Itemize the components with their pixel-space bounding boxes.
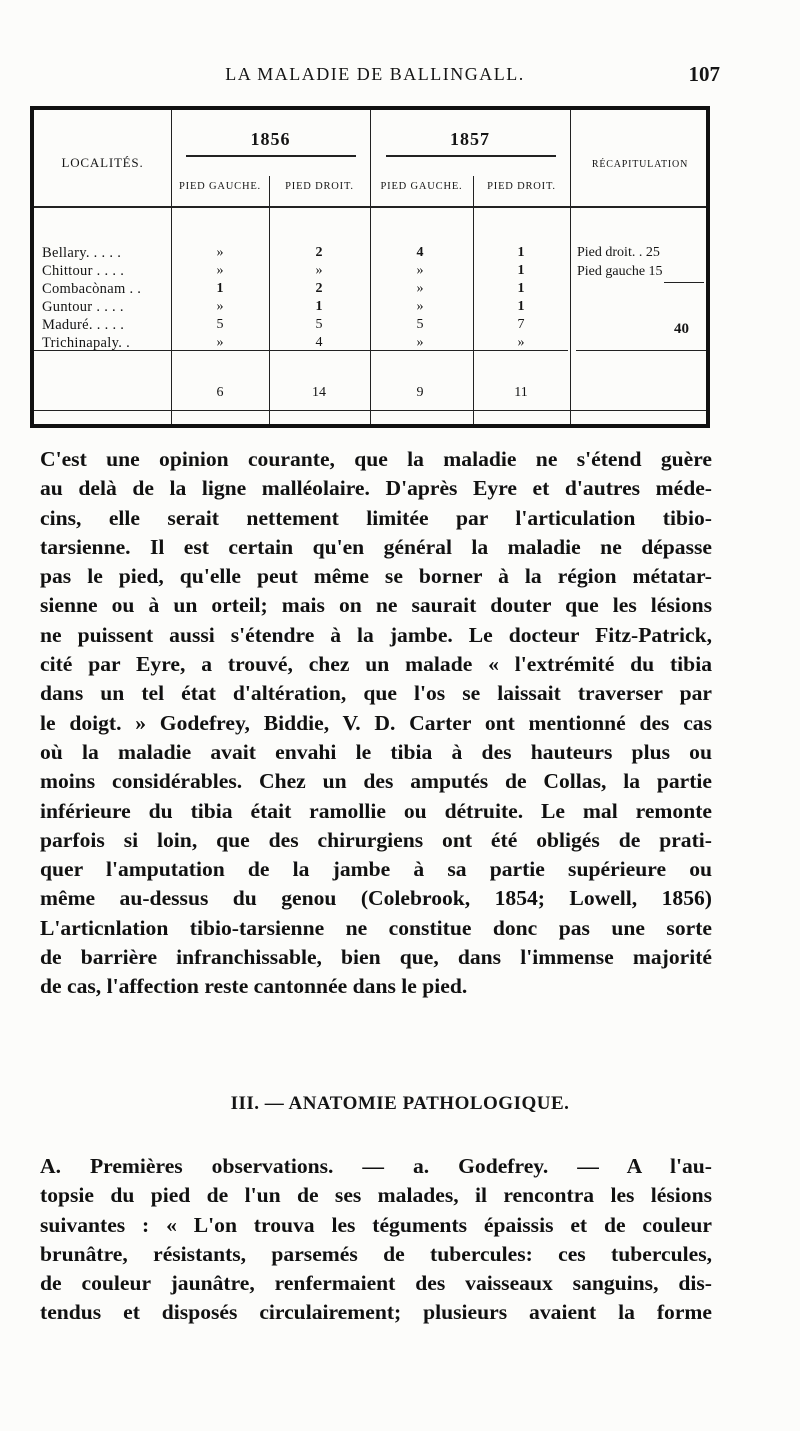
value-cell: 1 (517, 245, 525, 260)
table-row (34, 300, 706, 318)
text-line: L'articnlation tibio-tarsienne ne constitue donc pas une sorte (40, 915, 712, 940)
text-line: suivantes : « L'on trouva les téguments épaissis et de couleur (40, 1212, 712, 1237)
text-line: pas le pied, qu'elle peut même se borner à la région métatar- (40, 564, 712, 589)
value-cell: » (416, 299, 424, 314)
total-cell: 14 (312, 385, 326, 400)
value-cell: » (216, 245, 224, 260)
subheader-pied-droit: PIED DROIT. (285, 181, 354, 192)
text-line: inférieure du tibia était ramollie ou détruite. Le mal remonte (40, 798, 712, 823)
value-cell: 1 (216, 281, 224, 296)
text-line: tarsienne. Il est certain qu'en général la maladie ne dépasse (40, 534, 712, 559)
locality-cell: Bellary. . . . . (42, 245, 122, 261)
value-cell: » (517, 335, 525, 350)
text-line: ne puissent aussi s'étendre à la jambe. Le docteur Fitz-Patrick, (40, 622, 712, 647)
value-cell: » (216, 335, 224, 350)
value-cell: » (216, 299, 224, 314)
statistics-table (30, 106, 710, 428)
header-recap: RÉCAPITULATION (591, 159, 689, 170)
subheader-pied-gauche: PIED GAUCHE. (179, 181, 261, 192)
text-line: de couleur jaunâtre, renfermaient des vaisseaux sanguins, dis- (40, 1271, 712, 1296)
text-line: le doigt. » Godefrey, Biddie, V. D. Carter ont mentionné des cas (40, 710, 712, 735)
value-cell: 2 (315, 281, 323, 296)
text-line: tendus et disposés circulairement; plusieurs avaient la forme (40, 1300, 712, 1325)
locality-cell: Chittour . . . . (42, 263, 125, 279)
subheader-pied-gauche: PIED GAUCHE. (380, 181, 463, 192)
value-cell: 7 (517, 317, 525, 332)
text-line: de barrière infranchissable, bien que, dans l'immense majorité (40, 945, 712, 970)
year-rule (186, 155, 356, 157)
page-header (30, 60, 720, 92)
value-cell: 5 (416, 317, 424, 332)
text-line: moins considérables. Chez un des amputés de Collas, la partie (40, 769, 712, 794)
page-number: 107 (688, 62, 720, 86)
text-line: de cas, l'affection reste cantonnée dans le pied. (40, 974, 468, 999)
recap-pied-gauche: Pied gauche 15 (577, 264, 663, 279)
recap-pied-droit: Pied droit. . 25 (577, 245, 660, 260)
text-line: quer l'amputation de la jambe à sa partie supérieure ou (40, 857, 712, 882)
text-line: sienne ou à un orteil; mais on ne saurait douter que les lésions (40, 593, 712, 618)
text-line: dans un tel état d'altération, que l'os se laissait traverser par (40, 681, 712, 706)
value-cell: 5 (315, 317, 323, 332)
total-cell: 9 (416, 385, 424, 400)
value-cell: » (216, 263, 224, 278)
value-cell: 2 (315, 245, 323, 260)
text-line: cité par Eyre, a trouvé, chez un malade « l'extrémité du tibia (40, 652, 712, 677)
paragraph-anatomy (40, 1152, 712, 1328)
value-cell: 1 (315, 299, 323, 314)
text-line: topsie du pied de l'un de ses malades, il rencontra les lésions (40, 1183, 712, 1208)
table-row (34, 318, 706, 336)
value-cell: » (416, 281, 424, 296)
locality-cell: Maduré. . . . . (42, 317, 125, 333)
header-year-1857: 1857 (450, 129, 490, 149)
table-row (34, 282, 706, 300)
text-line: même au-dessus du genou (Colebrook, 1854; Lowell, 1856) (40, 886, 712, 911)
recap-sum-rule (664, 282, 704, 283)
text-line: A. Premières observations. — a. Godefrey. — A l'au- (40, 1154, 712, 1178)
value-cell: 1 (517, 281, 525, 296)
value-cell: 1 (517, 263, 525, 278)
value-cell: » (416, 263, 424, 278)
text-line: au delà de la ligne malléolaire. D'après Eyre et d'autres méde- (40, 476, 712, 501)
text-line: où la maladie avait envahi le tibia à des hauteurs plus ou (40, 739, 712, 764)
text-line: cins, elle serait nettement limitée par l'articulation tibio- (40, 505, 712, 530)
header-year-1856: 1856 (250, 129, 291, 149)
paragraph-extension (40, 445, 712, 1002)
value-cell: 5 (216, 317, 224, 332)
text-line: C'est une opinion courante, que la maladie ne s'étend guère (40, 447, 712, 471)
table-rule (34, 410, 706, 411)
locality-cell: Trichinapaly. . (42, 335, 131, 351)
header-localites: LOCALITÉS. (61, 155, 144, 170)
text-line: brunâtre, résistants, parsemés de tubercules: ces tubercules, (40, 1241, 712, 1266)
value-cell: 4 (416, 245, 424, 260)
text-line: parfois si loin, que des chirurgiens ont été obligés de prati- (40, 827, 712, 852)
table-rule (34, 206, 706, 208)
section-heading: III. — ANATOMIE PATHOLOGIQUE. (230, 1093, 570, 1114)
subheader-pied-droit: PIED DROIT. (487, 181, 556, 192)
recap-total: 40 (674, 321, 689, 337)
year-rule (386, 155, 556, 157)
table-row (34, 336, 706, 354)
value-cell: 1 (517, 299, 525, 314)
value-cell: » (416, 335, 424, 350)
total-cell: 6 (216, 385, 224, 400)
locality-cell: Guntour . . . . (42, 299, 124, 315)
total-cell: 11 (514, 385, 528, 400)
running-title: LA MALADIE DE BALLINGALL. (225, 64, 525, 84)
value-cell: » (315, 263, 323, 278)
value-cell: 4 (315, 335, 323, 350)
locality-cell: Combacònam . . (42, 281, 142, 297)
